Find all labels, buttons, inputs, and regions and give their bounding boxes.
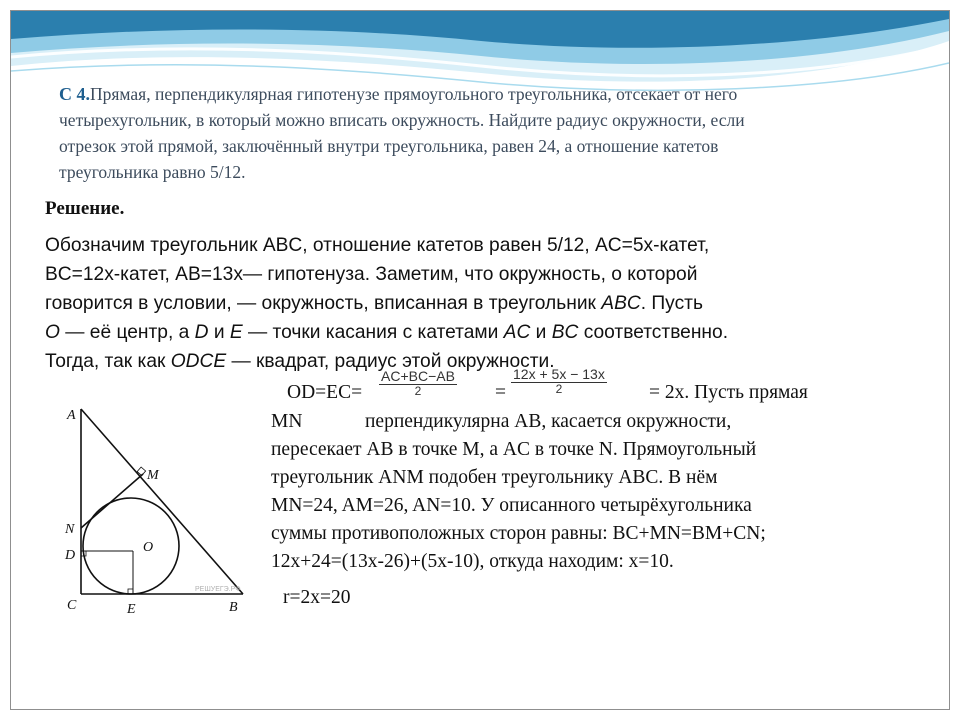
point-m-label: M bbox=[147, 468, 159, 483]
solution-line-3 bbox=[45, 289, 925, 318]
vertex-c-label: C bbox=[67, 598, 77, 613]
text-fragment: Тогда, так как bbox=[45, 351, 171, 372]
answer-line: r=2x=20 bbox=[283, 587, 351, 608]
solution-line-3-end: . Пусть bbox=[640, 293, 703, 314]
text-line-1a: MN bbox=[271, 411, 303, 432]
problem-line-2: четырехугольник, в который можно вписать окружность. Найдите радиус окружности, если bbox=[59, 110, 745, 130]
text-fragment: соответственно. bbox=[578, 322, 729, 343]
solution-line-2: BC=12x-катет, AB=13x— гипотенуза. Заметим, что окружность, о которой bbox=[45, 264, 698, 285]
text-line-4: MN=24, AM=26, AN=10. У описанного четырёхугольника bbox=[271, 495, 752, 516]
vertex-a-label: A bbox=[67, 408, 76, 423]
point-o-label: O bbox=[45, 322, 60, 343]
solution-line-1: Обозначим треугольник ABC, отношение катетов равен 5/12, AC=5x-катет, bbox=[45, 235, 710, 256]
formula-lhs: OD=EC= bbox=[287, 382, 363, 403]
solution-line-3-text: говорится в условии, — окружность, вписанная в треугольник bbox=[45, 293, 602, 314]
segment-bc-label: BC bbox=[551, 322, 579, 343]
problem-statement bbox=[59, 81, 909, 185]
solution-heading: Решение. bbox=[45, 198, 125, 219]
formula-fraction-1 bbox=[379, 369, 457, 398]
triangle-abc-label: ABC bbox=[601, 293, 641, 314]
formula-equals: = bbox=[495, 382, 506, 403]
formula-rhs: = 2x. Пусть прямая bbox=[649, 382, 808, 403]
text-fragment: и bbox=[208, 322, 230, 343]
point-e-label: E bbox=[127, 602, 136, 616]
text-line-2: пересекает AB в точке M, а AC в точке N. Прямоугольный bbox=[271, 439, 757, 460]
text-line-3: треугольник ANM подобен треугольнику ABC. В нём bbox=[271, 467, 718, 488]
vertex-b-label: B bbox=[229, 600, 238, 615]
problem-line-1: Прямая, перпендикулярная гипотенузе прямоугольного треугольника, отсекает от него bbox=[90, 84, 738, 104]
geometry-figure bbox=[63, 401, 263, 616]
problem-line-3: отрезок этой прямой, заключённый внутри треугольника, равен 24, а отношение катетов bbox=[59, 136, 719, 156]
square-odce-label: ODCE bbox=[170, 351, 227, 372]
text-line-5: суммы противоположных сторон равны: BC+MN=BM+CN; bbox=[271, 523, 766, 544]
fraction-2-denominator: 2 bbox=[511, 382, 607, 396]
problem-tag: С 4. bbox=[59, 84, 90, 104]
fraction-2-numerator: 12x + 5x − 13x bbox=[513, 366, 605, 382]
fraction-1-numerator: AC+BC−AB bbox=[381, 368, 455, 384]
triangle-diagram bbox=[63, 401, 263, 616]
text-fragment: и bbox=[530, 322, 552, 343]
problem-line-4: треугольника равно 5/12. bbox=[59, 162, 246, 182]
point-n-label: N bbox=[65, 522, 75, 537]
fraction-1-denominator: 2 bbox=[379, 384, 457, 398]
center-o-label: O bbox=[143, 540, 154, 555]
text-fragment: — её центр, а bbox=[59, 322, 195, 343]
watermark: РЕШУЕГЭ.РФ bbox=[195, 586, 241, 593]
incircle bbox=[83, 498, 179, 594]
point-d-label: D bbox=[194, 322, 209, 343]
slide-frame bbox=[10, 10, 950, 710]
solution-paragraph bbox=[45, 231, 925, 376]
point-e-label: E bbox=[229, 322, 243, 343]
segment-mn bbox=[81, 474, 143, 528]
text-fragment: — квадрат, радиус этой окружности. bbox=[226, 351, 555, 372]
text-fragment: — точки касания с катетами bbox=[242, 322, 504, 343]
text-line-1b: перпендикулярна AB, касается окружности, bbox=[365, 411, 732, 432]
formula-fraction-2 bbox=[511, 367, 607, 396]
solution-line-4 bbox=[45, 318, 925, 347]
text-line-6: 12x+24=(13x-26)+(5x-10), откуда находим: x=10. bbox=[271, 551, 674, 572]
segment-ac-label: AC bbox=[503, 322, 531, 343]
hypotenuse-ab bbox=[81, 409, 243, 594]
solution-line-5 bbox=[45, 347, 925, 376]
point-d-label: D bbox=[65, 548, 76, 563]
